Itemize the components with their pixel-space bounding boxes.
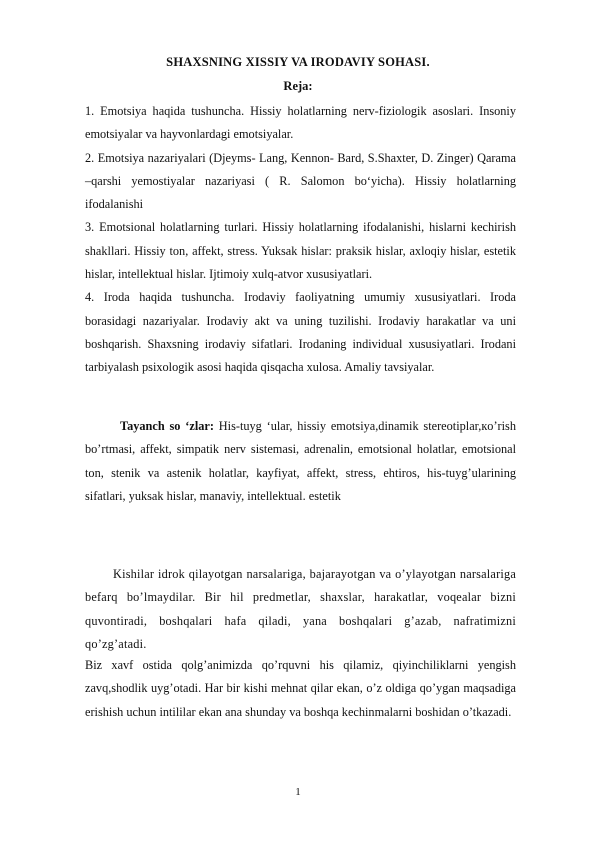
- plan-item: 1. Emotsiya haqida tushuncha. Hissiy holatlarning nerv-fiziologik asoslari. Insoniy emotsiyalar va hayvonlardagi emotsiyalar.: [85, 104, 516, 142]
- keywords-paragraph: [85, 415, 516, 508]
- plan-item: 4. Iroda haqida tushuncha. Irodaviy faoliyatning umumiy xususiyatlari. Iroda borasidagi nazariyalar. Irodaviy akt va uning tuzilishi. Irodaviy harakatlar va uni boshqarish. Shaxsning irodaviy sifatlari. Irodaning individual xususiyatlari. Irodani tarbiyalash psixologik asosi haqida qisqacha xulosa. Amaliy tavsiyalar.: [85, 290, 516, 375]
- plan-list: [85, 100, 516, 380]
- keywords-label: Tayanch so ‘zlar:: [120, 419, 214, 433]
- plan-item: 3. Emotsional holatlarning turlari. Hissiy holatlarning ifodalanishi, hislarni kechirish shakllari. Hissiy ton, affekt, stress. Yuksak hislar: praksik hislar, axloqiy hislar, estetik hislar, intellektual hislar. Ijtimoiy xulq-atvor xususiyatlari.: [85, 220, 516, 282]
- body-paragraph-2: [85, 654, 516, 724]
- page-number: 1: [295, 786, 301, 798]
- plan-heading: Reja:: [283, 79, 313, 93]
- body-paragraph-1: [85, 563, 516, 656]
- document-title: SHAXSNING XISSIY VA IRODAVIY SOHASI.: [166, 55, 430, 69]
- keywords-text: His-tuyg ‘ular, hissiy emotsiya,dinamik stereotiplar,кo’rish bo’rtmasi, affekt, simpatik nerv sistemasi, adrenalin, emotsional holatlar, emotsional ton, stenik va astenik holatlar, kayfiyat, affekt, stress, ehtiros, his-tuyg’ularining sifatlari, yuksak hislar, manaviy, intellektual. estetik: [85, 419, 516, 503]
- plan-item: 2. Emotsiya nazariyalari (Djeyms- Lang, Kennon- Bard, S.Shaxter, D. Zinger) Qarama –qarshi yemostiyalar nazariyasi ( R. Salomon bo‘yicha). Hissiy holatlarning ifodalanishi: [85, 150, 516, 212]
- paragraph-text: Biz xavf ostida qolg’animizda qo’rquvni his qilamiz, qiyinchiliklarni yengish zavq,shodlik uyg’otadi. Har bir kishi mehnat qilar ekan, o’z oldiga qo’ygan maqsadiga erishish uchun intililar ekan ana shunday va boshqa kechinmalarni boshidan o’tkazadi.: [85, 658, 516, 719]
- keywords-section: [85, 415, 516, 508]
- paragraph-text: Kishilar idrok qilayotgan narsalariga, bajarayotgan va o’ylayotgan narsalariga befarq bo’lmaydilar. Bir hil predmetlar, shaxslar, harakatlar, voqealar bizni quvontiradi, boshqalari hafa qiladi, yana boshqalari g’azab, nafratimizni qo’zg’atadi.: [85, 567, 516, 651]
